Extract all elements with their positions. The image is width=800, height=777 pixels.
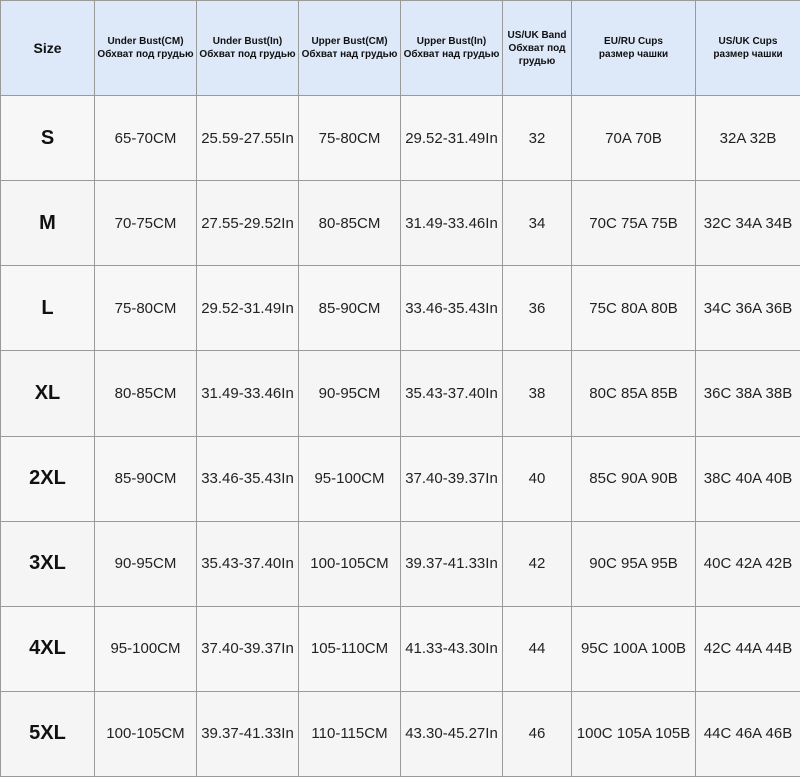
upper-bust-in-cell: 31.49-33.46In — [401, 181, 503, 266]
under-bust-in-cell: 25.59-27.55In — [197, 96, 299, 181]
under-bust-in-cell: 29.52-31.49In — [197, 266, 299, 351]
eu-cups-cell: 90C 95A 95B — [572, 521, 696, 606]
upper-bust-cm-cell: 95-100CM — [299, 436, 401, 521]
under-bust-cm-cell: 80-85CM — [95, 351, 197, 436]
band-cell: 42 — [503, 521, 572, 606]
header-us-cups-en: US/UK Cups — [718, 36, 778, 47]
header-band — [503, 1, 572, 96]
upper-bust-in-cell: 39.37-41.33In — [401, 521, 503, 606]
table-header — [1, 1, 800, 96]
under-bust-cm-cell: 65-70CM — [95, 96, 197, 181]
header-eu-cups-en: EU/RU Cups — [604, 36, 663, 47]
upper-bust-cm-cell: 100-105CM — [299, 521, 401, 606]
size-cell: 4XL — [1, 606, 95, 691]
under-bust-in-cell: 37.40-39.37In — [197, 606, 299, 691]
header-band-ru-2: грудью — [518, 55, 556, 67]
header-under-bust-in — [197, 1, 299, 96]
header-band-en: US/UK Band — [507, 29, 567, 41]
upper-bust-in-cell: 43.30-45.27In — [401, 691, 503, 776]
table-row — [1, 606, 800, 691]
under-bust-cm-cell: 75-80CM — [95, 266, 197, 351]
header-size: Size — [1, 1, 95, 96]
us-cups-cell: 34C 36A 36B — [696, 266, 800, 351]
us-cups-cell: 44C 46A 46B — [696, 691, 800, 776]
eu-cups-cell: 75C 80A 80B — [572, 266, 696, 351]
eu-cups-cell: 100C 105A 105B — [572, 691, 696, 776]
upper-bust-in-cell: 33.46-35.43In — [401, 266, 503, 351]
us-cups-cell: 32C 34A 34B — [696, 181, 800, 266]
us-cups-cell: 38C 40A 40B — [696, 436, 800, 521]
band-cell: 34 — [503, 181, 572, 266]
header-upper-bust-cm — [299, 1, 401, 96]
band-cell: 38 — [503, 351, 572, 436]
under-bust-cm-cell: 70-75CM — [95, 181, 197, 266]
size-cell: 5XL — [1, 691, 95, 776]
table-row — [1, 691, 800, 776]
table-row — [1, 351, 800, 436]
header-upper-bust-in-ru: Обхват над грудью — [403, 49, 500, 60]
upper-bust-cm-cell: 85-90CM — [299, 266, 401, 351]
under-bust-in-cell: 27.55-29.52In — [197, 181, 299, 266]
under-bust-cm-cell: 95-100CM — [95, 606, 197, 691]
band-cell: 40 — [503, 436, 572, 521]
header-under-bust-in-en: Under Bust(In) — [212, 36, 283, 47]
us-cups-cell: 36C 38A 38B — [696, 351, 800, 436]
eu-cups-cell: 70A 70B — [572, 96, 696, 181]
upper-bust-in-cell: 41.33-43.30In — [401, 606, 503, 691]
eu-cups-cell: 95C 100A 100B — [572, 606, 696, 691]
header-under-bust-in-ru: Обхват под грудью — [199, 49, 296, 60]
upper-bust-in-cell: 29.52-31.49In — [401, 96, 503, 181]
table-row — [1, 436, 800, 521]
header-upper-bust-cm-en: Upper Bust(CM) — [311, 36, 388, 47]
under-bust-in-cell: 31.49-33.46In — [197, 351, 299, 436]
under-bust-in-cell: 39.37-41.33In — [197, 691, 299, 776]
header-upper-bust-in-en: Upper Bust(In) — [416, 36, 487, 47]
upper-bust-cm-cell: 90-95CM — [299, 351, 401, 436]
band-cell: 46 — [503, 691, 572, 776]
table-row — [1, 96, 800, 181]
under-bust-cm-cell: 90-95CM — [95, 521, 197, 606]
us-cups-cell: 40C 42A 42B — [696, 521, 800, 606]
band-cell: 36 — [503, 266, 572, 351]
upper-bust-cm-cell: 110-115CM — [299, 691, 401, 776]
header-band-ru-1: Обхват под — [508, 42, 566, 54]
size-cell: M — [1, 181, 95, 266]
header-eu-cups — [572, 1, 696, 96]
header-row — [1, 1, 800, 96]
under-bust-cm-cell: 100-105CM — [95, 691, 197, 776]
header-eu-cups-ru: размер чашки — [598, 49, 669, 60]
size-cell: 2XL — [1, 436, 95, 521]
size-cell: L — [1, 266, 95, 351]
size-cell: XL — [1, 351, 95, 436]
upper-bust-cm-cell: 80-85CM — [299, 181, 401, 266]
header-under-bust-cm-en: Under Bust(CM) — [107, 36, 184, 47]
us-cups-cell: 32A 32B — [696, 96, 800, 181]
band-cell: 32 — [503, 96, 572, 181]
upper-bust-in-cell: 37.40-39.37In — [401, 436, 503, 521]
size-cell: 3XL — [1, 521, 95, 606]
table-row — [1, 181, 800, 266]
header-us-cups-ru: размер чашки — [713, 49, 783, 60]
upper-bust-in-cell: 35.43-37.40In — [401, 351, 503, 436]
header-upper-bust-cm-ru: Обхват над грудью — [301, 49, 398, 60]
under-bust-in-cell: 35.43-37.40In — [197, 521, 299, 606]
under-bust-in-cell: 33.46-35.43In — [197, 436, 299, 521]
eu-cups-cell: 85C 90A 90B — [572, 436, 696, 521]
header-upper-bust-in — [401, 1, 503, 96]
header-under-bust-cm — [95, 1, 197, 96]
eu-cups-cell: 80C 85A 85B — [572, 351, 696, 436]
table-body — [1, 96, 800, 777]
header-us-cups — [696, 1, 800, 96]
upper-bust-cm-cell: 75-80CM — [299, 96, 401, 181]
size-cell: S — [1, 96, 95, 181]
eu-cups-cell: 70C 75A 75B — [572, 181, 696, 266]
header-under-bust-cm-ru: Обхват под грудью — [97, 49, 194, 60]
table-row — [1, 521, 800, 606]
upper-bust-cm-cell: 105-110CM — [299, 606, 401, 691]
under-bust-cm-cell: 85-90CM — [95, 436, 197, 521]
table-row — [1, 266, 800, 351]
band-cell: 44 — [503, 606, 572, 691]
us-cups-cell: 42C 44A 44B — [696, 606, 800, 691]
